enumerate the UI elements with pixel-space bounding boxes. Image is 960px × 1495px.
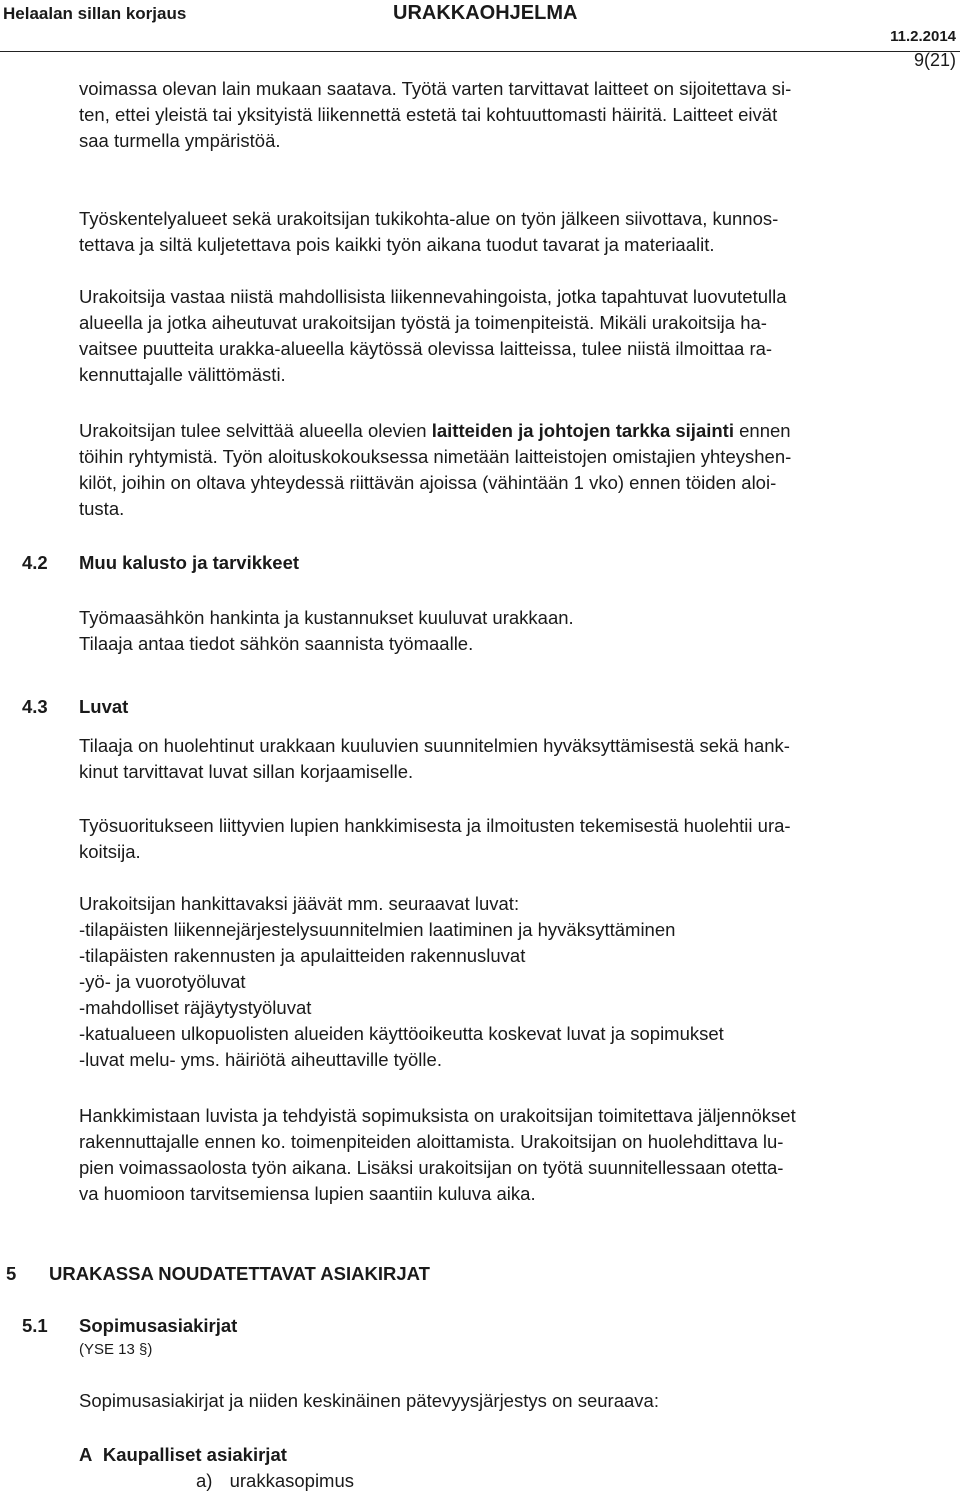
- paragraph-traffic-damages: [79, 284, 955, 388]
- section-title: Luvat: [79, 696, 129, 717]
- text-line: tusta.: [79, 498, 125, 519]
- text-line: Tilaaja on huolehtinut urakkaan kuuluvien suunnitelmien hyväksyttämisestä sekä hank-: [79, 735, 790, 756]
- text-run: ennen: [733, 420, 791, 441]
- text-line: Työsuoritukseen liittyvien lupien hankkimisesta ja ilmoitusten tekemisestä huolehtii ura-: [79, 815, 791, 836]
- text-line: saa turmella ympäristöä.: [79, 130, 281, 151]
- paragraph-document-order: Sopimusasiakirjat ja niiden keskinäinen pätevyysjärjestys on seuraava:: [79, 1390, 659, 1411]
- text-line: [79, 418, 955, 444]
- section-number: 5.1: [22, 1315, 48, 1336]
- text-line: Hankkimistaan luvista ja tehdyistä sopimuksista on urakoitsijan toimitettava jäljennökset: [79, 1105, 796, 1126]
- text-line: tettava ja siltä kuljetettava pois kaikki työn aikana tuodut tavarat ja materiaalit.: [79, 234, 715, 255]
- text-line: ten, ettei yleistä tai yksityistä liikennettä estetä tai kohtuuttomasti häiritä. Laitteet eivät: [79, 104, 778, 125]
- header-project-name: Helaalan sillan korjaus: [3, 4, 187, 23]
- text-line: vaitsee puutteita urakka-alueella käytössä olevissa laitteissa, tulee niistä ilmoittaa ra-: [79, 338, 773, 359]
- text-line: rakennuttajalle ennen ko. toimenpiteiden aloittamista. Urakoitsijan on huolehdittava lu-: [79, 1131, 784, 1152]
- yse-reference: (YSE 13 §): [79, 1341, 153, 1358]
- list-item: -tilapäisten liikennejärjestelysuunnitelmien laatiminen ja hyväksyttäminen: [79, 919, 676, 940]
- text-line: Työskentelyalueet sekä urakoitsijan tukikohta-alue on työn jälkeen siivottava, kunnos-: [79, 208, 779, 229]
- list-item: -luvat melu- yms. häiriötä aiheuttaville työlle.: [79, 1049, 442, 1070]
- text-line: Urakoitsija vastaa niistä mahdollisista liikennevahingoista, jotka tapahtuvat luovutetulla: [79, 286, 787, 307]
- text-run: Urakoitsijan tulee selvittää alueella olevien: [79, 420, 432, 441]
- list-item: -mahdolliset räjäytystyöluvat: [79, 997, 312, 1018]
- text-line: Työmaasähkön hankinta ja kustannukset kuuluvat urakkaan.: [79, 607, 574, 628]
- text-line: kilöt, joihin on oltava yhteydessä riittävän ajoissa (vähintään 1 vko) ennen töiden aloi-: [79, 472, 777, 493]
- paragraph-contractor-permits: [79, 813, 955, 865]
- section-number: 4.3: [22, 696, 48, 717]
- section-number: 5: [6, 1263, 17, 1284]
- text-line: alueella ja jotka aiheutuvat urakoitsijan työstä ja toimenpiteistä. Mikäli urakoitsija ha-: [79, 312, 767, 333]
- text-line: pien voimassaolosta työn aikana. Lisäksi urakoitsijan on työtä suunnitellessaan otetta-: [79, 1157, 784, 1178]
- section-number: 4.2: [22, 552, 48, 573]
- header-divider: [0, 51, 960, 52]
- list-item: -yö- ja vuorotyöluvat: [79, 971, 246, 992]
- text-line: töihin ryhtymistä. Työn aloituskokouksessa nimetään laitteistojen omistajien yhteyshen-: [79, 446, 792, 467]
- list-item: -katualueen ulkopuolisten alueiden käyttöoikeutta koskevat luvat ja sopimukset: [79, 1023, 724, 1044]
- paragraph-permit-copies: [79, 1103, 955, 1207]
- text-line: voimassa olevan lain mukaan saatava. Työtä varten tarvittavat laitteet on sijoitettava si-: [79, 78, 792, 99]
- list-item-contract: [196, 1468, 354, 1494]
- group-heading-commercial: [79, 1442, 287, 1468]
- paragraph-site-electricity: [79, 605, 955, 657]
- section-title: Muu kalusto ja tarvikkeet: [79, 552, 300, 573]
- group-letter: A: [79, 1444, 92, 1465]
- paragraph-site-cleanup: [79, 206, 955, 258]
- header-document-title: URAKKAOHJELMA: [393, 2, 578, 24]
- item-letter: a): [196, 1470, 213, 1491]
- paragraph-utility-locations: [79, 418, 955, 522]
- section-title: Sopimusasiakirjat: [79, 1315, 238, 1336]
- section-title: URAKASSA NOUDATETTAVAT ASIAKIRJAT: [49, 1263, 430, 1284]
- list-item: Urakoitsijan hankittavaksi jäävät mm. seuraavat luvat:: [79, 893, 520, 914]
- group-title: Kaupalliset asiakirjat: [102, 1444, 287, 1465]
- paragraph-equipment-placement: [79, 76, 955, 154]
- text-line: kinut tarvittavat luvat sillan korjaamiselle.: [79, 761, 414, 782]
- page-header: [0, 0, 960, 80]
- header-page-number: 9(21): [913, 50, 956, 70]
- header-date: 11.2.2014: [890, 28, 956, 45]
- text-line: va huomioon tarvitsemiensa lupien saantiin kuluva aika.: [79, 1183, 536, 1204]
- paragraph-client-permits: [79, 733, 955, 785]
- list-item: -tilapäisten rakennusten ja apulaitteiden rakennusluvat: [79, 945, 526, 966]
- section-heading-5: [6, 1263, 946, 1285]
- item-text: urakkasopimus: [229, 1470, 355, 1491]
- text-line: Tilaaja antaa tiedot sähkön saannista työmaalle.: [79, 633, 474, 654]
- text-line: koitsija.: [79, 841, 141, 862]
- emphasized-text: laitteiden ja johtojen tarkka sijainti: [431, 420, 734, 441]
- text-line: kennuttajalle välittömästi.: [79, 364, 286, 385]
